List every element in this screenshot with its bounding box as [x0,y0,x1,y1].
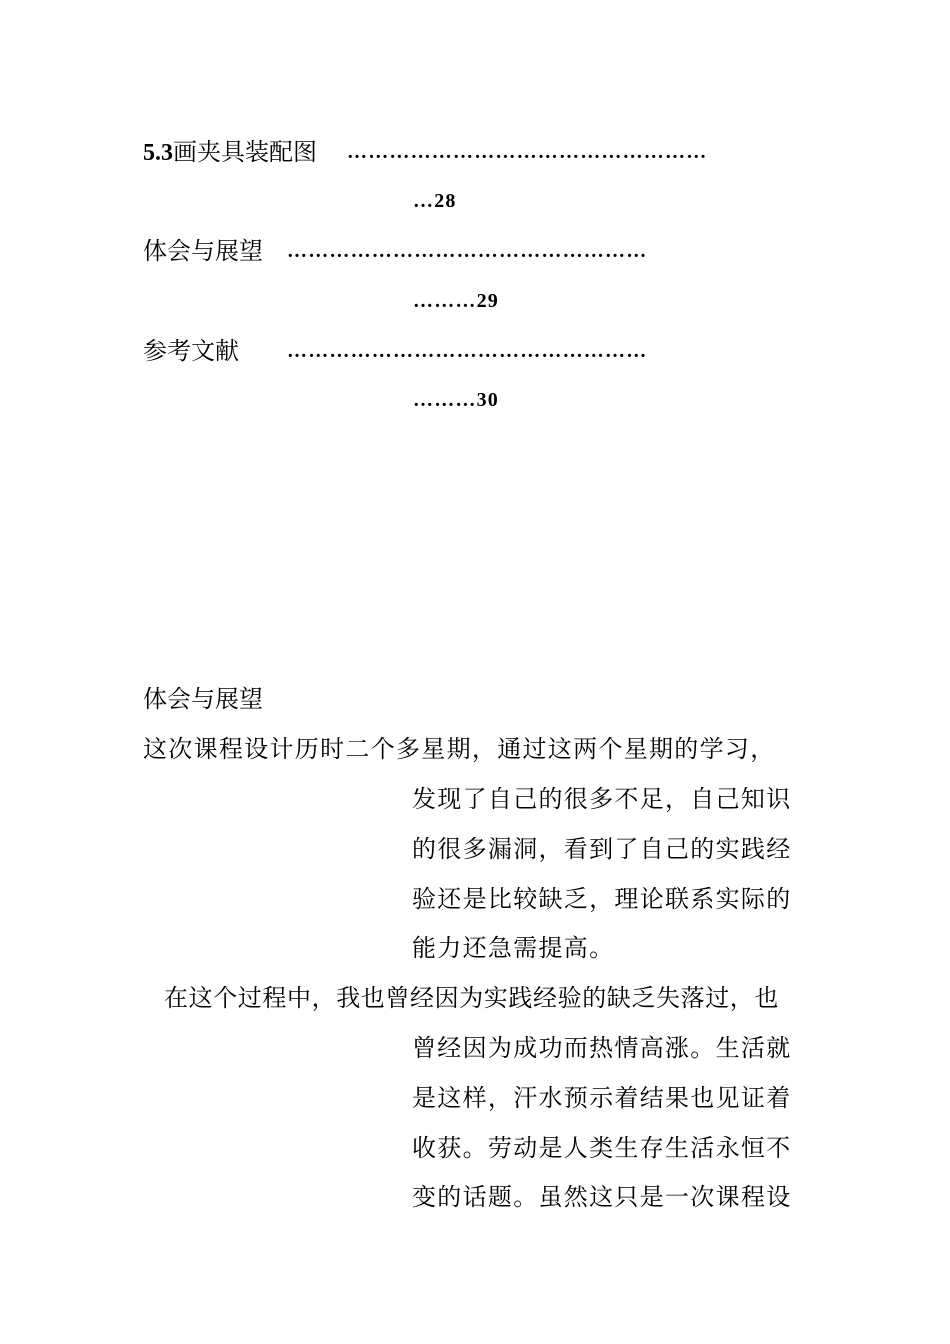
paragraph-line: 在这个过程中，我也曾经因为实践经验的缺乏失落过，也 [164,984,779,1012]
toc-page-value: 29 [476,290,500,312]
toc-page-leader: ……… [413,389,477,411]
toc-page-number [413,385,499,415]
paragraph-line: 是这样，汗水预示着结果也见证着 [412,1084,792,1112]
toc-page-leader: … [413,190,435,212]
toc-entry-label: 参考文献 [143,337,239,365]
toc-page-value: 28 [434,190,457,212]
paragraph-line: 的很多漏洞，看到了自己的实践经 [412,835,792,863]
paragraph-line: 变的话题。虽然这只是一次课程设 [412,1183,792,1211]
toc-entry-assembly-drawing[interactable] [143,137,807,167]
section-heading: 体会与展望 [143,685,263,713]
toc-entry-label: 体会与展望 [143,237,263,265]
paragraph-line: 能力还急需提高。 [412,934,615,962]
toc-leader-dots: …………………………………………… [287,340,648,362]
toc-page-number [413,186,457,216]
paragraph-line: 收获。劳动是人类生存生活永恒不 [412,1134,792,1162]
toc-entry-number: 5.3 [143,140,173,166]
paragraph-line: 验还是比较缺乏，理论联系实际的 [412,885,792,913]
toc-page-number [413,286,499,316]
toc-page-leader: ……… [413,290,477,312]
toc-entry-title [143,137,317,168]
toc-entry-reflection[interactable] [143,236,807,266]
toc-entry-references[interactable] [143,336,807,366]
paragraph-line: 曾经因为成功而热情高涨。生活就 [412,1034,792,1062]
toc-leader-dots: …………………………………………… [287,240,648,262]
paragraph-line: 这次课程设计历时二个多星期，通过这两个星期的学习， [143,735,776,763]
toc-page-value: 30 [476,389,500,411]
toc-entry-label: 画夹具装配图 [173,138,317,166]
paragraph-line: 发现了自己的很多不足，自己知识 [412,785,792,813]
toc-leader-dots: …………………………………………… [347,141,708,163]
